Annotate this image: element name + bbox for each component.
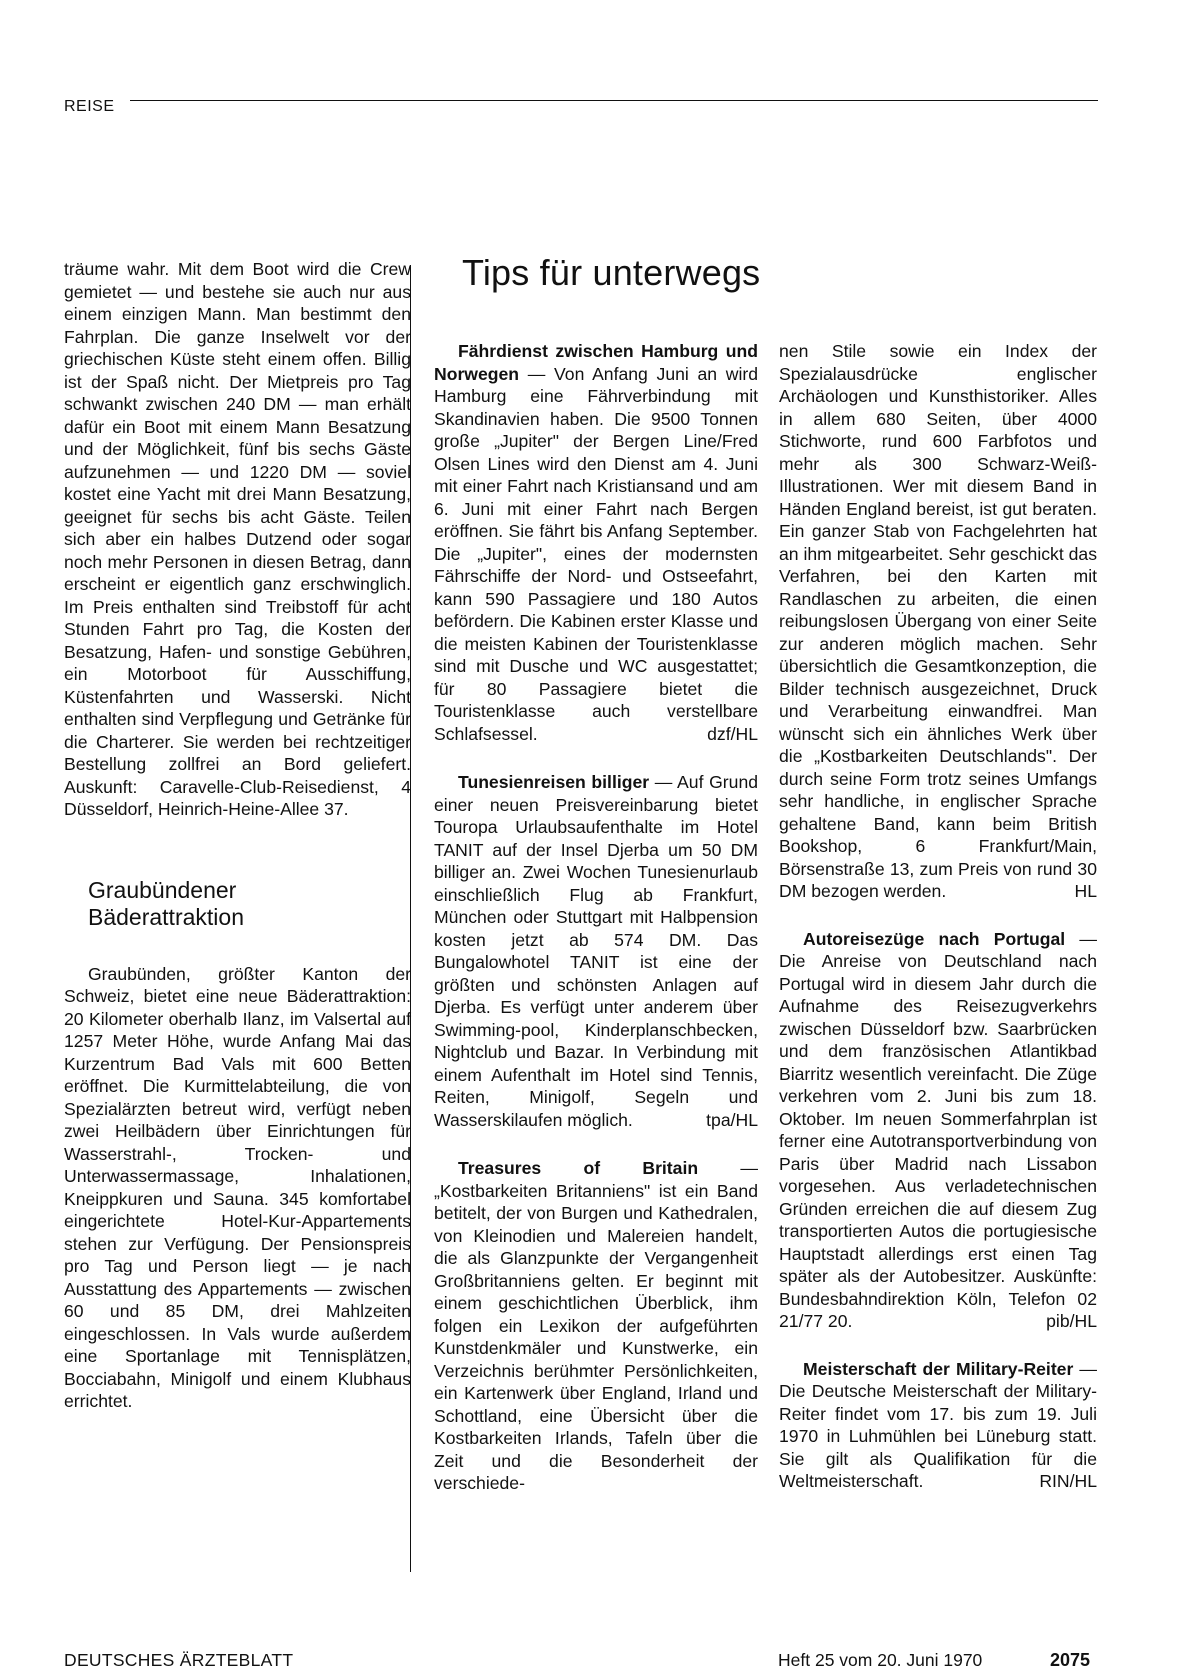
article-heading-line2: Bäderattraktion (88, 903, 244, 930)
news-item (434, 340, 758, 745)
news-item-text: — „Kostbarkeiten Britanniens" ist ein Band betitelt, der von Burgen und Kathedralen, von Kleinodien und Malereien handelt, die als Glanzpunkte der Vergangenheit Großbritanniens gelten. Er beginnt mit einem geschichtlichen Überblick, ihm folgen ein Lexikon der aufgeführten Kunstdenkmäler und Kunstwerke, ein Verzeichnis berühmter Persönlichkeiten, ein Kartenwerk über England, Irland und Schottland, eine Übersicht über die Kostbarkeiten Irlands, Tafeln über die Zeit und die Besonderheit der verschiede- (434, 1158, 758, 1493)
section-label: REISE (64, 98, 115, 115)
column-right (779, 340, 1097, 1493)
page-number: 2075 (1050, 1650, 1091, 1670)
column-middle (434, 340, 758, 1495)
news-item-signature: dzf/HL (707, 723, 758, 744)
news-item (779, 1358, 1097, 1493)
news-item-heading: Fährdienst zwischen Hamburg und Norwegen (434, 341, 758, 384)
news-item-signature: pib/HL (1046, 1311, 1097, 1331)
news-item-heading: Meisterschaft der Military-Reiter (803, 1358, 1074, 1379)
header-rule (130, 100, 1098, 101)
news-item-heading: Tunesienreisen billiger (458, 772, 650, 792)
page-title: Tips für unterwegs (462, 252, 761, 293)
news-item (434, 1157, 758, 1495)
news-item-text: — Von Anfang Juni an wird Hamburg eine Fährverbindung mit Skandinavien haben. Die 9500 Tonnen große „Jupiter" der Bergen Line/Fred Olsen Lines wird den Dienst am 4. Juni mit einer Fahrt nach Kristiansand und am 6. Juni mit einer Fahrt nach Bergen eröffnen. Sie fährt bis Anfang September. Die „Jupiter", eines der modernsten Fährschiffe der Nord- und Ostseefahrt, kann 590 Passagiere und 180 Autos befördern. Die Kabinen erster Klasse und die meisten Kabinen der Touristenklasse sind mit Dusche und WC ausgestattet; für 80 Passagiere bietet die Touristenklasse auch verstellbare Schlafsessel. (434, 363, 758, 744)
news-item-text: — Die Anreise von Deutschland nach Portugal wird in diesem Jahr durch die Aufnahme des Reisezugverkehrs zwischen Düsseldorf bzw. Saarbrücken und dem französischen Atlantikbad Biarritz wesentlich vereinfacht. Die Züge verkehren vom 2. Juni bis zum 18. Oktober. Im neuen Sommerfahrplan ist ferner eine Autotransportverbindung von Paris über Madrid nach Lissabon vorgesehen. Aus verladetechnischen Gründen erreichen die auf diesem Zug transportierten Autos die portugiesische Hauptstadt allerdings erst einen Tag später als der Autobesitzer. Auskünfte: Bundesbahndirektion Köln, Telefon 02 21/77 20. (779, 928, 1098, 1331)
news-item-continuation (779, 340, 1097, 903)
news-item-heading: Autoreisezüge nach Portugal (803, 928, 1066, 949)
column-left (64, 258, 411, 1413)
news-item-text: — Die Deutsche Meisterschaft der Military-Reiter findet vom 17. bis zum 19. Juli 1970 in Luhmühlen bei Lüneburg statt. Sie gilt als Qualifikation für die Weltmeisterschaft. (779, 1358, 1097, 1491)
issue-info: Heft 25 vom 20. Juni 1970 (778, 1650, 983, 1670)
news-item-text: nen Stile sowie ein Index der Spezialausdrücke englischer Archäologen und Kunsthistoriker. Alles in allem 680 Seiten, über 4000 Stichworte, rund 600 Farbfotos und mehr als 300 Schwarz-Weiß-Illustrationen. Wer mit diesem Band in Händen England bereist, ist gut beraten. Ein ganzer Stab von Fachgelehrten hat an ihm mitgearbeitet. Sehr geschickt das Verfahren, bei den Karten mit Randlaschen zu arbeiten, die einen reibungslosen Übergang von einer Seite zur anderen möglich machen. Sehr übersichtlich die Gesamtkonzeption, die Bilder technisch ausgezeichnet, Druck und Verarbeitung einwandfrei. Man wünscht sich ein ähnliches Werk über die „Kostbarkeiten Deutschlands". Der durch seine Form trotz seines Umfangs sehr handliche, in englischer Sprache gehaltene Band, kann beim British Bookshop, 6 Frankfurt/Main, Börsenstraße 13, zum Preis von rund 30 DM bezogen werden. (779, 341, 1097, 901)
news-item-signature: HL (1074, 881, 1097, 901)
news-item-text: — Auf Grund einer neuen Preisvereinbarung bietet Touropa Urlaubsaufenthalte im Hotel TANIT auf der Insel Djerba um 50 DM billiger an. Zwei Wochen Tunesienurlaub einschließlich Flug ab Frankfurt, München oder Stuttgart mit Halbpension kosten jetzt ab 574 DM. Das Bungalowhotel TANIT ist eine der größten und schönsten Anlagen auf Djerba. Es verfügt unter anderem über Swimming-pool, Kinderplanschbecken, Nightclub und Bazar. In Verbindung mit einem Aufenthalt im Hotel sind Tennis, Reiten, Minigolf, Segeln und Wasserskilaufen möglich. (434, 772, 759, 1130)
news-item (779, 928, 1097, 1333)
article-continuation: träume wahr. Mit dem Boot wird die Crew gemietet — und bestehe sie auch nur aus einem einzigen Mann. Man bestimmt den Fahrplan. Die ganze Inselwelt vor der griechischen Küste steht einem offen. Billig ist der Spaß nicht. Der Mietpreis pro Tag schwankt zwischen 240 DM — man erhält dafür ein Boot mit einem Mann Besatzung und der Möglichkeit, fünf bis sechs Gäste aufzunehmen — und 1220 DM — soviel kostet eine Yacht mit drei Mann Besatzung, geeignet für sechs bis acht Gäste. Teilen sich aber ein halbes Dutzend oder sogar noch mehr Personen in diesen Betrag, dann erscheint er eigentlich ganz erschwinglich. Im Preis enthalten sind Treibstoff für acht Stunden Fahrt pro Tag, die Kosten der Besatzung, Hafen- und sonstige Gebühren, ein Motorboot für Ausschiffung, Küstenfahrten und Wasserski. Nicht enthalten sind Verpflegung und Getränke für die Charterer. Sie werden bei rechtzeitiger Bestellung zollfrei an Bord geliefert. Auskunft: Caravelle-Club-Reisedienst, 4 Düsseldorf, Heinrich-Heine-Allee 37. (64, 259, 411, 819)
article-body: Graubünden, größter Kanton der Schweiz, bietet eine neue Bäderattraktion: 20 Kilometer oberhalb Ilanz, im Valsertal auf 1257 Meter Höhe, wurde Anfang Mai das Kurzentrum Bad Vals mit 600 Betten eröffnet. Die Kurmittelabteilung, die von Spezialärzten betreut wird, verfügt neben zwei Heilbädern über Einrichtungen für Wasserstrahl-, Trocken- und Unterwassermassage, Inhalationen, Kneippkuren und Sauna. 345 komfortabel eingerichtete Hotel-Kur-Appartements stehen zur Verfügung. Der Pensionspreis pro Tag und Person liegt — je nach Ausstattung des Appartements — zwischen 60 und 85 DM, drei Mahlzeiten eingeschlossen. In Vals wurde außerdem eine Sportanlage mit Tennisplätzen, Bocciabahn, Minigolf und einem Klubhaus errichtet. (64, 963, 411, 1411)
news-item-signature: RIN/HL (1039, 1471, 1097, 1491)
news-item-heading: Treasures of Britain (458, 1158, 699, 1178)
article-heading-line1: Graubündener (88, 876, 237, 903)
article-heading (88, 877, 411, 931)
news-item (434, 771, 758, 1131)
journal-name: DEUTSCHES ÄRZTEBLATT (64, 1650, 294, 1670)
news-item-signature: tpa/HL (706, 1109, 758, 1130)
